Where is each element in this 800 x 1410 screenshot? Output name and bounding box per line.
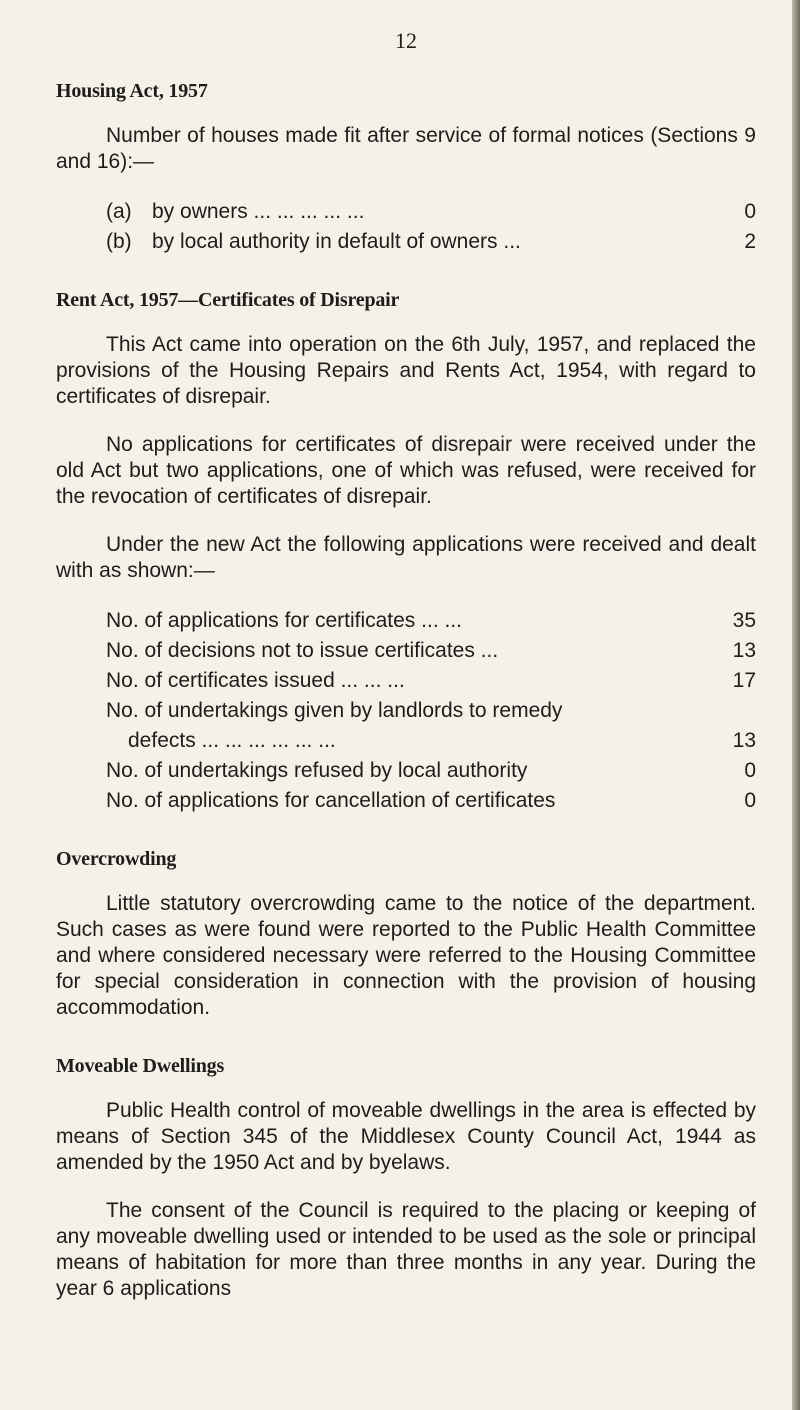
housing-act-heading: Housing Act, 1957 <box>56 80 208 102</box>
housing-list <box>56 197 756 257</box>
list-item <box>106 227 756 257</box>
item-label: No. of applications for cancellation of certificates <box>106 789 556 812</box>
item-mark: (a) <box>106 200 132 223</box>
item-value: 2 <box>744 230 756 253</box>
item-label: No. of undertakings refused by local authority <box>106 759 528 782</box>
list-item <box>106 636 756 666</box>
list-item <box>106 786 756 816</box>
item-label-continued: defects ... ... ... ... ... ... <box>128 729 336 752</box>
item-label: No. of applications for certificates ... ... <box>106 609 462 632</box>
moveable-dwellings-heading: Moveable Dwellings <box>56 1055 225 1077</box>
page-number: 12 <box>395 28 417 53</box>
list-item <box>106 696 756 756</box>
item-label: by local authority in default of owners ... <box>152 230 521 253</box>
item-label: No. of undertakings given by landlords to remedy <box>106 699 563 722</box>
rent-act-heading: Rent Act, 1957—Certificates of Disrepair <box>56 289 400 311</box>
list-item <box>106 756 756 786</box>
rent-list <box>56 606 756 816</box>
moveable-paragraph-1: Public Health control of moveable dwellings in the area is effected by means of Section 345 of the Middlesex County Council Act, 1944 as amended by the 1950 Act and by byelaws. <box>56 1099 756 1174</box>
overcrowding-paragraph: Little statutory overcrowding came to the notice of the department. Such cases as were found were reported to the Public Health Committee and where considered necessary were referred to the Housing Committee for special consideration in connection with the provision of housing accommodation. <box>56 892 756 1019</box>
item-label: by owners ... ... ... ... ... <box>152 200 365 223</box>
overcrowding-heading: Overcrowding <box>56 848 177 870</box>
moveable-paragraph-2: The consent of the Council is required to the placing or keeping of any moveable dwelling used or intended to be used as the sole or principal means of habitation for more than three months in any year. During the year 6 applications <box>56 1199 756 1300</box>
item-value: 0 <box>744 200 756 223</box>
page-edge-shadow <box>792 0 800 1410</box>
item-label: No. of decisions not to issue certificates ... <box>106 639 499 662</box>
item-value: 0 <box>744 789 756 812</box>
item-value: 13 <box>732 639 756 662</box>
item-value: 17 <box>732 669 756 692</box>
item-mark: (b) <box>106 230 132 253</box>
rent-paragraph-1: This Act came into operation on the 6th July, 1957, and replaced the provisions of the Housing Repairs and Rents Act, 1954, with regard to certificates of disrepair. <box>56 333 756 408</box>
item-label: No. of certificates issued ... ... ... <box>106 669 405 692</box>
item-value: 0 <box>744 759 756 782</box>
list-item <box>106 197 756 227</box>
housing-intro: Number of houses made fit after service of formal notices (Sections 9 and 16):— <box>56 124 756 173</box>
document-page <box>56 28 756 1324</box>
item-value: 35 <box>732 609 756 632</box>
item-value: 13 <box>732 729 756 752</box>
list-item <box>106 666 756 696</box>
rent-paragraph-3: Under the new Act the following applications were received and dealt with as shown:— <box>56 533 756 582</box>
rent-paragraph-2: No applications for certificates of disrepair were received under the old Act but two applications, one of which was refused, were received for the revocation of certificates of disrepair. <box>56 433 756 508</box>
list-item <box>106 606 756 636</box>
